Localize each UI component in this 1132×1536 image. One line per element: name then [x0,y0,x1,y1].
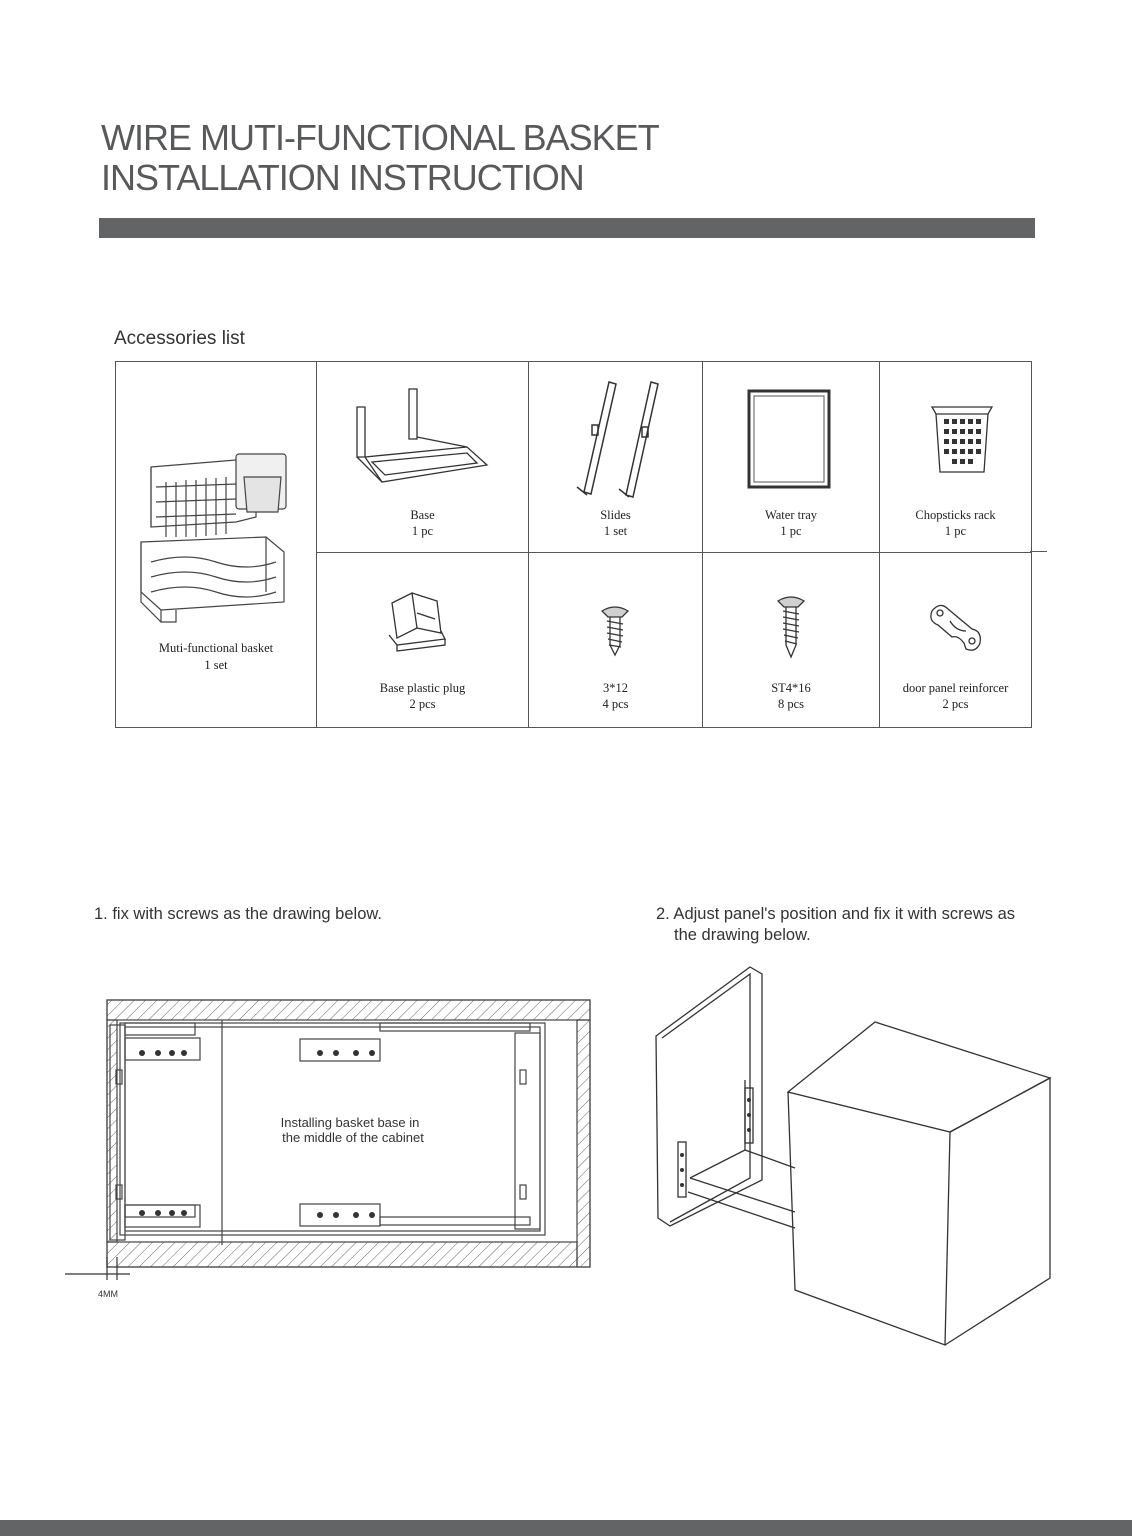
accessory-name: door panel reinforcer [902,681,1009,695]
accessory-name: ST4*16 [771,681,811,695]
accessory-qty: 1 pc [411,524,434,538]
chopsticks-rack-icon [880,377,1031,517]
accessory-cell-base [317,362,529,553]
accessory-qty: 1 pc [944,524,967,538]
accessory-cell-basket [116,362,317,728]
accessory-name: Base [410,508,435,522]
accessory-cell-chopsticks-rack [880,362,1032,553]
step2-heading [656,904,1036,946]
accessory-qty: 2 pcs [942,697,969,711]
accessory-cell-slides [529,362,703,553]
accessories-table [115,361,1032,728]
step2-cabinet-drawing [650,960,1060,1350]
document-title-line1: WIRE MUTI-FUNCTIONAL BASKET [101,117,659,158]
accessory-cell-plastic-plug [317,553,529,728]
accessory-qty: 2 pcs [409,697,436,711]
reinforcer-icon [880,573,1031,683]
accessory-qty: 8 pcs [777,697,805,711]
water-tray-icon [703,377,879,517]
screw-icon [529,573,702,683]
accessory-qty: 1 pc [780,524,802,538]
footer-bar [0,1520,1132,1536]
accessory-name: 3*12 [603,681,628,695]
step1-annotation-line1: Installing basket base in [280,1115,420,1130]
accessory-cell-reinforcer [880,553,1032,728]
accessory-name: Chopsticks rack [915,508,996,522]
title-divider-bar [99,218,1035,238]
step1-cabinet-drawing [60,995,600,1305]
accessory-cell-screw-st4x16 [703,553,880,728]
accessory-name: Water tray [764,508,818,522]
accessory-qty: 4 pcs [602,697,629,711]
table-extension-line [1030,551,1047,552]
accessory-name: Base plastic plug [379,681,466,695]
accessories-heading: Accessories list [114,328,245,349]
document-title-line2: INSTALLATION INSTRUCTION [101,157,584,198]
step2-line1: 2. Adjust panel's position and fix it with screws as [656,905,1015,923]
plastic-plug-icon [317,573,528,683]
step1-dimension-label: 4MM [98,1289,118,1299]
base-frame-icon [317,377,528,517]
step1-heading: 1. fix with screws as the drawing below. [94,905,382,923]
accessory-qty: 1 set [204,658,228,672]
slides-icon [529,377,702,517]
step2-line2: the drawing below. [674,926,811,944]
accessory-name: Muti-functional basket [158,641,274,655]
step1-annotation-line2: the middle of the cabinet [282,1130,424,1145]
accessory-cell-water-tray [703,362,880,553]
accessory-cell-screw-3x12 [529,553,703,728]
screw-icon [703,573,879,683]
accessory-qty: 1 set [603,524,628,538]
accessory-name: Slides [600,508,631,522]
